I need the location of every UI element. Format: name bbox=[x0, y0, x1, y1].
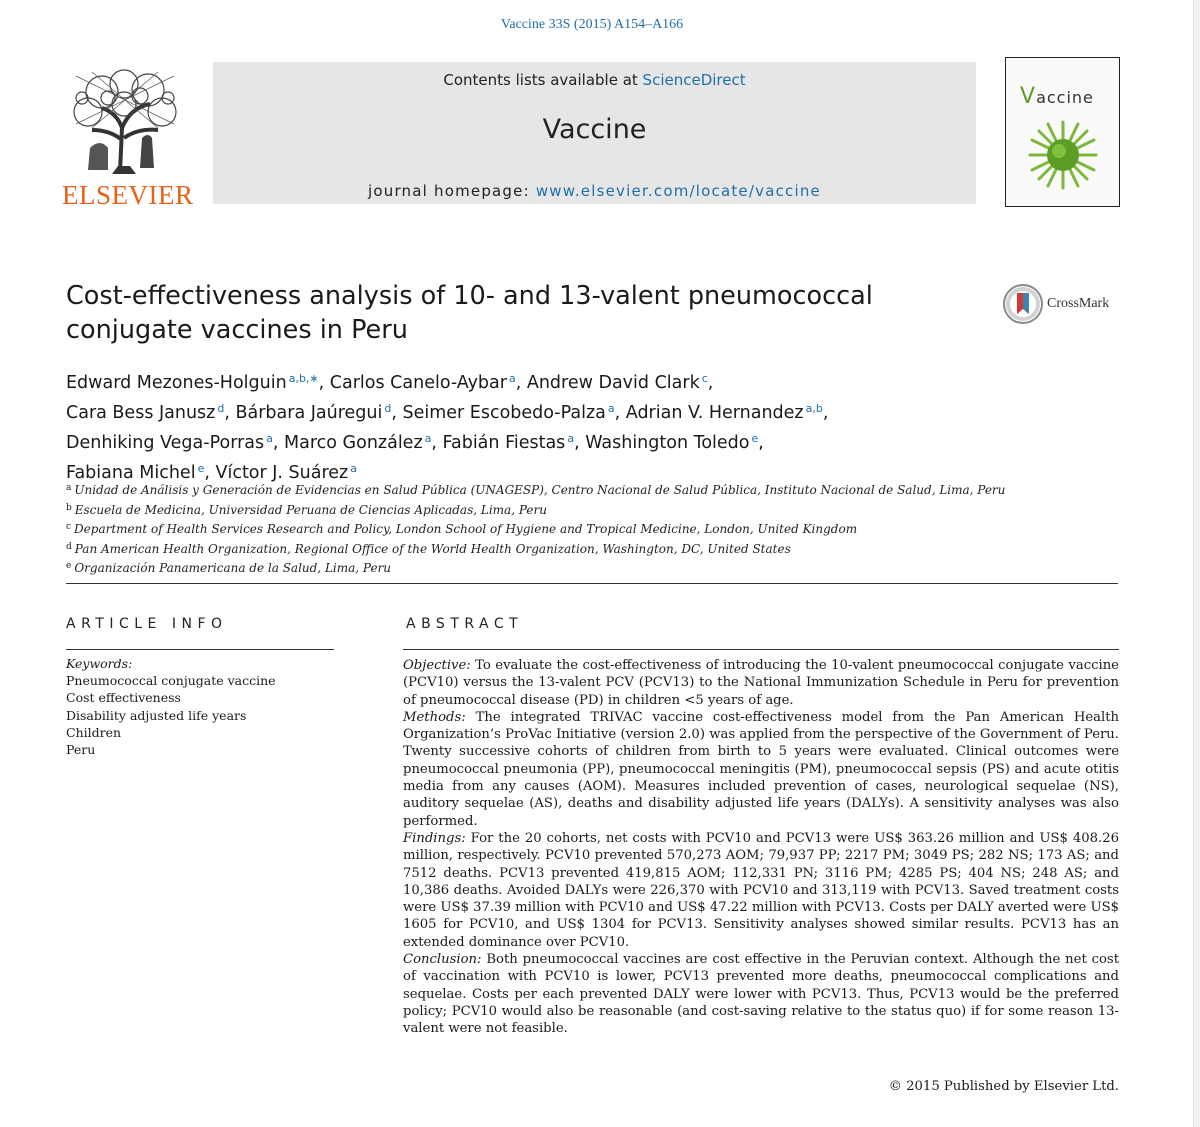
author-separator: , bbox=[318, 373, 330, 393]
author[interactable] bbox=[585, 433, 758, 453]
keyword[interactable]: Children bbox=[66, 724, 122, 740]
affiliation-text: Escuela de Medicina, Universidad Peruana de Ciencias Aplicadas, Lima, Peru bbox=[74, 502, 547, 517]
author-name[interactable]: Andrew David Clark bbox=[526, 373, 700, 393]
author-separator: , bbox=[707, 373, 714, 393]
journal-citation[interactable] bbox=[0, 17, 1184, 33]
author-name[interactable]: Carlos Canelo-Aybar bbox=[329, 373, 507, 393]
affiliation-text: Unidad de Análisis y Generación de Evidencias en Salud Pública (UNAGESP), Centro Nacional de Salud Pública, Instituto Nacional de Salud, Lima, Peru bbox=[74, 483, 1006, 497]
elsevier-logo[interactable] bbox=[62, 68, 194, 210]
title-line-2: conjugate vaccines in Peru bbox=[66, 315, 408, 345]
page-edge bbox=[1193, 0, 1200, 1127]
affiliation-key: a bbox=[66, 483, 72, 493]
author-affiliation-ref[interactable]: d bbox=[217, 402, 225, 415]
contents-prefix: Contents lists available at bbox=[443, 71, 643, 89]
abstract-section-text: To evaluate the cost-effectiveness of introducing the 10-valent pneumococcal conjugate vaccine (PCV10) versus the 13-valent PCV (PCV13) to the National Immunization Schedule in Peru for prevention of pneumococcal disease (PD) in children <5 years of age. bbox=[403, 658, 1119, 708]
affiliation bbox=[66, 500, 1126, 520]
abstract-section-label: Objective: bbox=[403, 658, 471, 673]
affiliation-key: b bbox=[66, 502, 72, 513]
author-affiliation-ref[interactable]: a bbox=[607, 402, 615, 415]
article-info-heading: ARTICLE INFO bbox=[66, 616, 228, 632]
cover-title-rest: accine bbox=[1036, 88, 1094, 107]
affiliation-text: Organización Panamericana de la Salud, Lima, Peru bbox=[74, 561, 392, 575]
author-separator: , bbox=[574, 433, 586, 453]
author-name[interactable]: Cara Bess Janusz bbox=[66, 403, 216, 423]
author-separator: , bbox=[515, 373, 527, 393]
article-title bbox=[66, 279, 966, 347]
author-affiliation-ref[interactable]: a bbox=[567, 432, 575, 445]
crossmark-label: CrossMark bbox=[1047, 296, 1110, 311]
abstract-findings bbox=[403, 830, 1119, 951]
author[interactable] bbox=[66, 433, 273, 453]
author-name[interactable]: Fabiana Michel bbox=[66, 463, 196, 483]
cover-title bbox=[1020, 84, 1094, 109]
keywords-label: Keywords: bbox=[66, 656, 133, 671]
abstract-objective bbox=[403, 657, 1119, 709]
author-name[interactable]: Bárbara Jaúregui bbox=[235, 403, 383, 423]
author-separator: , bbox=[224, 403, 236, 423]
author[interactable] bbox=[443, 433, 575, 453]
virus-image-icon bbox=[1026, 118, 1100, 192]
author-affiliation-ref[interactable]: c bbox=[701, 372, 708, 385]
author-name[interactable]: Denhiking Vega-Porras bbox=[66, 433, 265, 453]
contents-line bbox=[213, 71, 976, 89]
abstract-section-text: For the 20 cohorts, net costs with PCV10 and PCV13 were US$ 363.26 million and US$ 408.26 million, respectively. PCV10 prevented 570,273 AOM; 79,937 PP; 2217 PM; 3049 PS; 282 NS; 173 AS; and 7512 deaths. PCV13 prevented 419,815 AOM; 112,331 PN; 3116 PM; 4285 PS; 404 NS; 248 AS; and 10,386 deaths. Avoided DALYs were 226,370 with PCV10 and 313,119 with PCV13. Saved treatment costs were US$ 37.39 million with PCV10 and US$ 47.22 million with PCV13. Costs per DALY averted were US$ 1605 for PCV10, and US$ 1304 for PCV13. Sensitivity analyses showed similar results. PCV13 has an extended dominance over PCV10. bbox=[403, 830, 1119, 950]
title-line-1: Cost-effectiveness analysis of 10- and 13-valent pneumococcal bbox=[66, 281, 873, 311]
affiliation bbox=[66, 519, 1126, 539]
author-affiliation-ref[interactable]: d bbox=[384, 402, 392, 415]
author-name[interactable]: Víctor J. Suárez bbox=[215, 463, 349, 483]
affiliation-key: c bbox=[66, 522, 72, 532]
affiliation-list bbox=[66, 480, 1126, 578]
author-separator: , bbox=[204, 463, 216, 483]
author-separator: , bbox=[431, 433, 443, 453]
keywords-block bbox=[66, 655, 334, 758]
affiliation bbox=[66, 539, 1126, 559]
abstract-section-label: Conclusion: bbox=[403, 952, 482, 968]
author-separator: , bbox=[391, 403, 403, 423]
abstract-body bbox=[403, 657, 1119, 1038]
affiliation bbox=[66, 558, 1126, 578]
keyword[interactable]: Cost effectiveness bbox=[66, 690, 181, 706]
author[interactable] bbox=[527, 373, 708, 393]
author-name[interactable]: Washington Toledo bbox=[585, 433, 750, 453]
crossmark-icon bbox=[1003, 284, 1043, 324]
abstract-heading: ABSTRACT bbox=[406, 616, 524, 632]
author-affiliation-ref[interactable]: e bbox=[197, 462, 205, 475]
abstract-conclusion bbox=[403, 951, 1119, 1037]
keyword[interactable]: Peru bbox=[66, 742, 96, 758]
article-info-divider bbox=[66, 649, 334, 650]
abstract-section-text: The integrated TRIVAC vaccine cost-effectiveness model from the Pan American Health Organization’s ProVac Initiative (version 2.0) was applied from the perspective of the Government of Peru. Twenty successive cohorts of children from birth to 5 years were evaluated. Clinical outcomes were pneumococcal pneumonia (PP), pneumococcal meningitis (PM), pneumococcal sepsis (PS) and acute otitis media from any causes (AOM). Measures included prevention of cases, neurological sequelae (NS), auditory sequelae (AS), deaths and disability adjusted life years (DALYs). A sensitivity analyses was also performed. bbox=[403, 709, 1119, 829]
author-affiliation-ref[interactable]: a,b,∗ bbox=[288, 372, 319, 385]
author-separator: , bbox=[822, 403, 829, 423]
elsevier-wordmark: ELSEVIER bbox=[62, 180, 194, 210]
section-divider bbox=[66, 583, 1118, 584]
journal-title: Vaccine bbox=[542, 114, 647, 145]
author[interactable] bbox=[236, 403, 392, 423]
author-name[interactable]: Seimer Escobedo-Palza bbox=[402, 403, 606, 423]
sciencedirect-link[interactable]: ScienceDirect bbox=[642, 71, 746, 89]
author-name[interactable]: Fabián Fiestas bbox=[442, 433, 566, 453]
elsevier-tree-icon bbox=[62, 68, 188, 178]
author[interactable] bbox=[284, 433, 431, 453]
author-affiliation-ref[interactable]: a bbox=[350, 462, 357, 475]
author-affiliation-ref[interactable]: a,b bbox=[805, 402, 823, 415]
abstract-methods bbox=[403, 709, 1119, 830]
author-list bbox=[66, 366, 1126, 486]
affiliation-text: Pan American Health Organization, Regional Office of the World Health Organization, Washington, DC, United States bbox=[74, 541, 791, 556]
keyword[interactable]: Disability adjusted life years bbox=[66, 707, 247, 723]
author-affiliation-ref[interactable]: a bbox=[424, 432, 432, 445]
journal-cover[interactable] bbox=[1005, 57, 1120, 207]
journal-banner bbox=[213, 62, 976, 204]
abstract-section-text: Both pneumococcal vaccines are cost effective in the Peruvian context. Although the net cost of vaccination with PCV10 is lower, PCV13 prevented more deaths, pneumococcal complications and sequelae. Costs per each prevented DALY were lower with PCV13. Thus, PCV13 would be the preferred policy; PCV10 would also be reasonable (and cost-saving relative to the status quo) if for some reason 13-valent were not feasible. bbox=[403, 952, 1119, 1037]
author-name[interactable]: Marco González bbox=[284, 433, 423, 453]
author[interactable] bbox=[330, 373, 516, 393]
author[interactable] bbox=[66, 373, 319, 393]
author-affiliation-ref[interactable]: a bbox=[508, 372, 516, 385]
author-separator: , bbox=[272, 433, 285, 453]
author-name[interactable]: Edward Mezones-Holguin bbox=[66, 373, 287, 393]
copyright-notice: © 2015 Published by Elsevier Ltd. bbox=[888, 1079, 1119, 1094]
abstract-section-label: Findings: bbox=[403, 830, 466, 846]
author-affiliation-ref[interactable]: e bbox=[751, 432, 759, 445]
journal-homepage bbox=[213, 182, 976, 200]
crossmark-badge[interactable] bbox=[1003, 284, 1123, 326]
citation-link[interactable]: Vaccine 33S (2015) A154–A166 bbox=[500, 17, 684, 32]
affiliation-key: d bbox=[66, 541, 72, 552]
author-separator: , bbox=[758, 433, 764, 453]
homepage-prefix: journal homepage: bbox=[368, 182, 536, 200]
keyword[interactable]: Pneumococcal conjugate vaccine bbox=[66, 673, 276, 689]
homepage-link[interactable]: www.elsevier.com/locate/vaccine bbox=[535, 182, 821, 200]
affiliation-text: Department of Health Services Research and Policy, London School of Hygiene and Tropical Medicine, London, United Kingdom bbox=[74, 522, 858, 536]
affiliation-key: e bbox=[66, 561, 72, 571]
author-separator: , bbox=[614, 403, 626, 423]
author-affiliation-ref[interactable]: a bbox=[266, 432, 273, 445]
affiliation bbox=[66, 480, 1126, 500]
author[interactable] bbox=[626, 403, 823, 423]
abstract-divider bbox=[403, 649, 1119, 650]
cover-title-initial: V bbox=[1020, 84, 1037, 109]
author-name[interactable]: Adrian V. Hernandez bbox=[625, 403, 804, 423]
author[interactable] bbox=[402, 403, 614, 423]
abstract-section-label: Methods: bbox=[403, 709, 466, 725]
author[interactable] bbox=[66, 403, 224, 423]
